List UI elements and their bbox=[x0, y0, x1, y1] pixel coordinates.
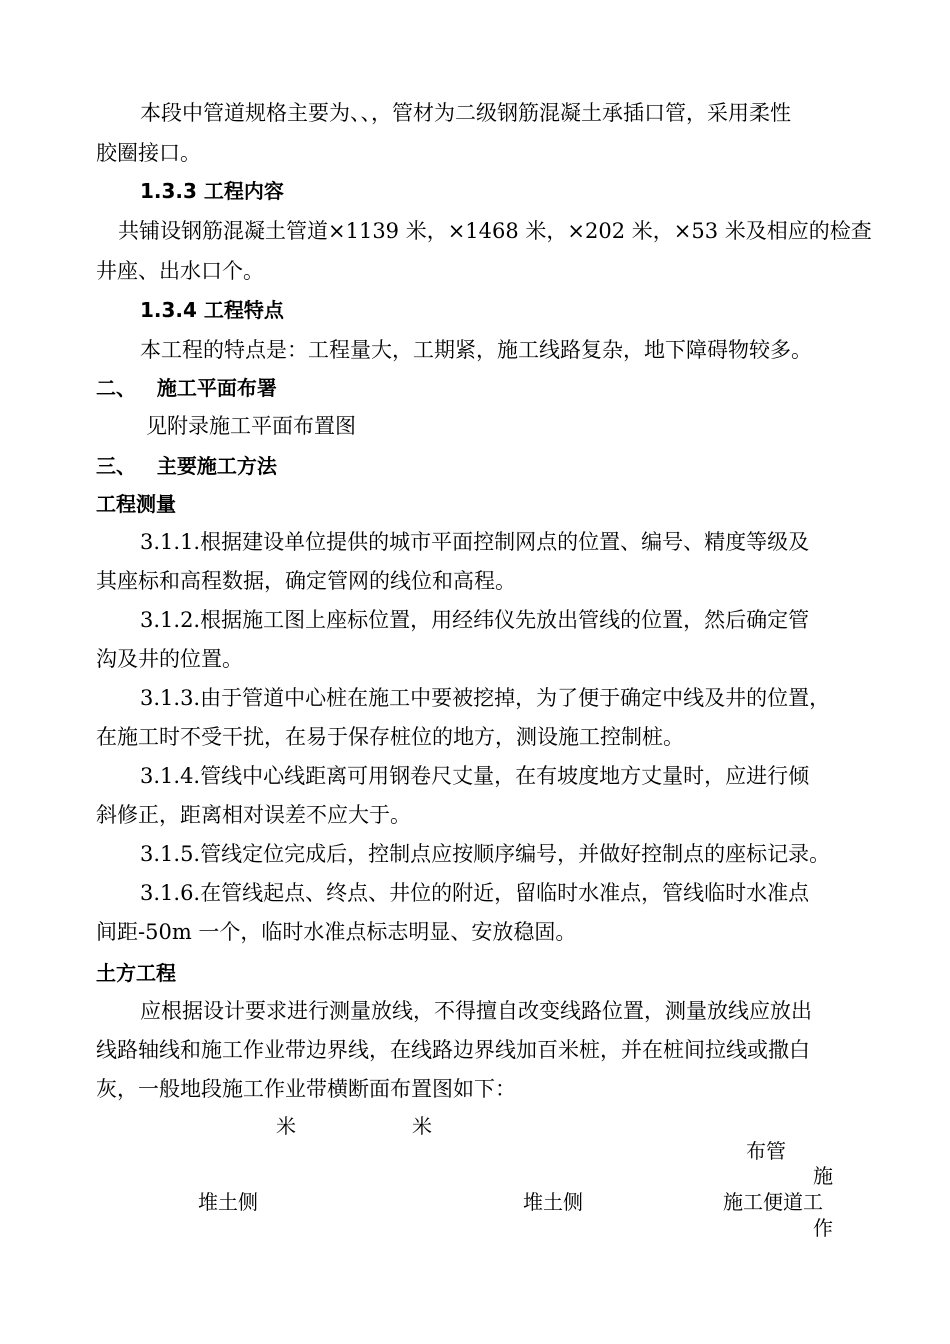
paragraph-pipe-spec-cont: 胶圈接口。 bbox=[96, 141, 201, 165]
paragraph-3-1-2-cont: 沟及井的位置。 bbox=[96, 647, 243, 671]
heading-1-3-3: 1.3.3 工程内容 bbox=[140, 179, 284, 203]
section-heading-3: 三、 主要施工方法 bbox=[96, 454, 277, 478]
subheading-survey: 工程测量 bbox=[96, 492, 176, 516]
figure-label-meter-2: 米 bbox=[412, 1114, 432, 1138]
paragraph-content: 共铺设钢筋混凝土管道×1139 米，×1468 米，×202 米，×53 米及相应的检查 bbox=[118, 219, 872, 243]
paragraph-3-1-3-cont: 在施工时不受干扰，在易于保存桩位的地方，测设施工控制桩。 bbox=[96, 725, 684, 749]
paragraph-content-cont: 井座、出水口个。 bbox=[96, 259, 264, 283]
paragraph-3-1-6-cont: 间距-50m 一个，临时水准点标志明显、安放稳固。 bbox=[96, 920, 577, 944]
figure-label-access-road: 施工便道工 bbox=[723, 1190, 823, 1214]
figure-label-pipe-laying: 布管 bbox=[746, 1139, 786, 1163]
paragraph-3-1-5: 3.1.5.管线定位完成后，控制点应按顺序编号，并做好控制点的座标记录。 bbox=[140, 842, 831, 866]
paragraph-earthwork-cont-2: 灰，一般地段施工作业带横断面布置图如下： bbox=[96, 1077, 516, 1101]
paragraph-3-1-6: 3.1.6.在管线起点、终点、井位的附近，留临时水准点，管线临时水准点 bbox=[140, 881, 810, 905]
paragraph-earthwork: 应根据设计要求进行测量放线，不得擅自改变线路位置，测量放线应放出 bbox=[140, 999, 812, 1023]
figure-label-shi: 施 bbox=[813, 1164, 833, 1188]
paragraph-3-1-4-cont: 斜修正，距离相对误差不应大于。 bbox=[96, 803, 411, 827]
section-heading-2: 二、 施工平面布署 bbox=[96, 376, 277, 400]
figure-label-spoil-right: 堆土侧 bbox=[523, 1190, 583, 1214]
paragraph-3-1-2: 3.1.2.根据施工图上座标位置，用经纬仪先放出管线的位置，然后确定管 bbox=[140, 608, 810, 632]
figure-label-meter-1: 米 bbox=[276, 1114, 296, 1138]
figure-label-spoil-left: 堆土侧 bbox=[198, 1190, 258, 1214]
paragraph-features: 本工程的特点是：工程量大，工期紧，施工线路复杂，地下障碍物较多。 bbox=[140, 338, 812, 362]
heading-1-3-4: 1.3.4 工程特点 bbox=[140, 298, 284, 322]
paragraph-3-1-1: 3.1.1.根据建设单位提供的城市平面控制网点的位置、编号、精度等级及 bbox=[140, 530, 810, 554]
figure-label-zuo: 作 bbox=[813, 1216, 833, 1240]
paragraph-layout-ref: 见附录施工平面布置图 bbox=[146, 414, 356, 438]
paragraph-earthwork-cont-1: 线路轴线和施工作业带边界线，在线路边界线加百米桩，并在桩间拉线或撒白 bbox=[96, 1038, 810, 1062]
paragraph-3-1-3: 3.1.3.由于管道中心桩在施工中要被挖掉，为了便于确定中线及井的位置， bbox=[140, 686, 831, 710]
paragraph-3-1-1-cont: 其座标和高程数据，确定管网的线位和高程。 bbox=[96, 569, 516, 593]
subheading-earthwork: 土方工程 bbox=[96, 961, 176, 985]
paragraph-3-1-4: 3.1.4.管线中心线距离可用钢卷尺丈量，在有坡度地方丈量时，应进行倾 bbox=[140, 764, 810, 788]
paragraph-pipe-spec: 本段中管道规格主要为、、，管材为二级钢筋混凝土承插口管，采用柔性 bbox=[140, 101, 791, 125]
